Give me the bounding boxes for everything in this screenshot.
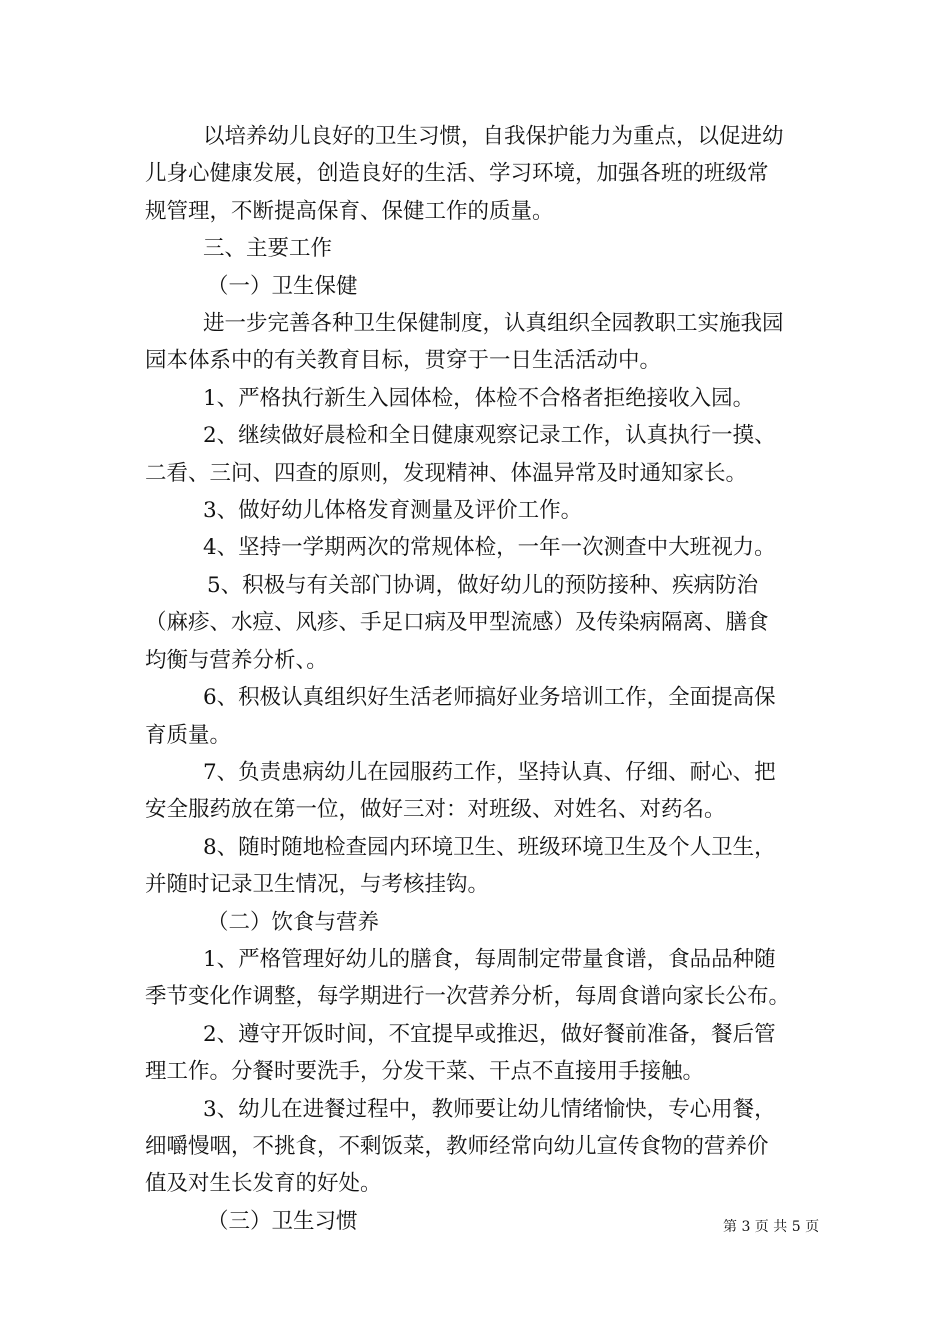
item-1: 1、严格执行新生入园体检，体检不合格者拒绝接收入园。 xyxy=(203,385,755,411)
diet-item-2-line-2: 理工作。分餐时要洗手，分发干菜、干点不直接用手接触。 xyxy=(145,1059,705,1085)
item-7-line-2: 安全服药放在第一位，做好三对：对班级、对姓名、对药名。 xyxy=(145,797,726,823)
item-7-line-1: 7、负责患病幼儿在园服药工作，坚持认真、仔细、耐心、把 xyxy=(203,759,776,785)
diet-item-3-line-2: 细嚼慢咽，不挑食，不剩饭菜，教师经常向幼儿宣传食物的营养价 xyxy=(145,1133,769,1159)
para-4-line-1: 进一步完善各种卫生保健制度，认真组织全园教职工实施我园 xyxy=(203,311,784,337)
subheading-diet-nutrition: （二）饮食与营养 xyxy=(207,909,380,935)
item-3: 3、做好幼儿体格发育测量及评价工作。 xyxy=(203,498,583,524)
section-heading-main-work: 三、主要工作 xyxy=(203,236,333,262)
item-5-line-3: 均衡与营养分析、。 xyxy=(145,647,328,673)
diet-item-1-line-2: 季节变化作调整，每学期进行一次营养分析，每周食谱向家长公布。 xyxy=(145,984,791,1010)
page-number-footer: 第 3 页 共 5 页 xyxy=(723,1219,820,1235)
para-1-line-1: 以培养幼儿良好的卫生习惯，自我保护能力为重点，以促进幼 xyxy=(203,124,784,149)
item-8-line-2: 并随时记录卫生情况，与考核挂钩。 xyxy=(145,872,490,898)
item-5-line-1: 5、积极与有关部门协调，做好幼儿的预防接种、疾病防治 xyxy=(207,572,759,598)
item-2-line-2: 二看、三问、四查的原则，发现精神、体温异常及时通知家长。 xyxy=(145,460,748,486)
item-8-line-1: 8、随时随地检查园内环境卫生、班级环境卫生及个人卫生， xyxy=(203,834,776,860)
para-1-line-3: 规管理，不断提高保育、保健工作的质量。 xyxy=(145,198,554,224)
diet-item-2-line-1: 2、遵守开饭时间，不宜提早或推迟，做好餐前准备，餐后管 xyxy=(203,1021,776,1047)
body-text xyxy=(145,118,813,1240)
para-4-line-2: 园本体系中的有关教育目标，贯穿于一日生活活动中。 xyxy=(145,348,662,374)
item-5-line-2: （麻疹、水痘、风疹、手足口病及甲型流感）及传染病隔离、膳食 xyxy=(145,610,769,636)
item-4: 4、坚持一学期两次的常规体检，一年一次测查中大班视力。 xyxy=(203,535,776,561)
subheading-hygiene-habits: （三）卫生习惯 xyxy=(207,1208,358,1234)
diet-item-1-line-1: 1、严格管理好幼儿的膳食，每周制定带量食谱，食品品种随 xyxy=(203,946,776,972)
item-6-line-1: 6、积极认真组织好生活老师搞好业务培训工作，全面提高保 xyxy=(203,685,776,711)
para-1-line-2: 儿身心健康发展，创造良好的生活、学习环境，加强各班的班级常 xyxy=(145,161,769,187)
diet-item-3-line-3: 值及对生长发育的好处。 xyxy=(145,1171,382,1197)
diet-item-3-line-1: 3、幼儿在进餐过程中，教师要让幼儿情绪愉快，专心用餐， xyxy=(203,1096,776,1122)
item-6-line-2: 育质量。 xyxy=(145,722,232,748)
item-2-line-1: 2、继续做好晨检和全日健康观察记录工作，认真执行一摸、 xyxy=(203,423,776,449)
subheading-hygiene-care: （一）卫生保健 xyxy=(207,273,358,299)
